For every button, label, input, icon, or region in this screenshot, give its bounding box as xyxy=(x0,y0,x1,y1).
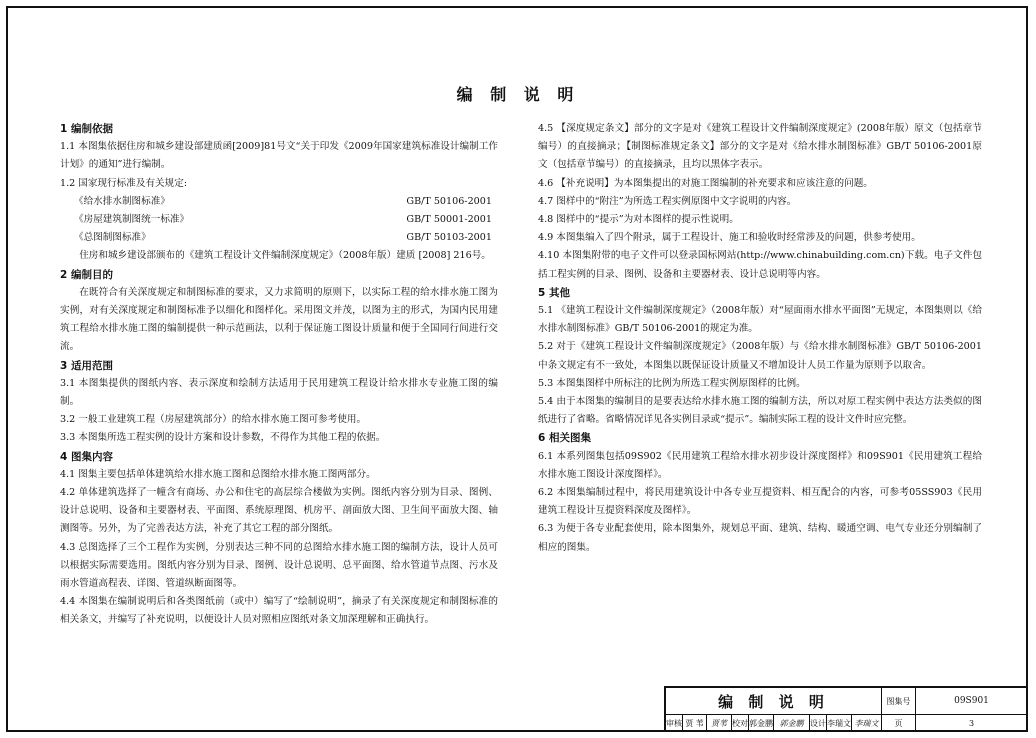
paragraph: 在既符合有关深度规定和制图标准的要求，又力求简明的原则下，以实际工程的给水排水施工图为实例，对有关深度规定和制图标准予以细化和图样化。采用图文并茂，以图为主的形式，为国内民用建筑工程给水排水施工图的编制提供一种示范画法，以利于保证施工图设计质量和便于全国同行间进行交流。 xyxy=(60,286,498,353)
paragraph: 3.2 一般工业建筑工程（房屋建筑部分）的给水排水施工图可参考使用。 xyxy=(60,414,367,426)
atlas-number: 09S901 xyxy=(916,688,1028,715)
standard-row xyxy=(60,193,498,211)
design-signature: 李瑞文 xyxy=(852,715,882,732)
paragraph: 4.5 【深度规定条文】部分的文字是对《建筑工程设计文件编制深度规定》(2008年版）原文（包括章节编号）的直接摘录；【制图标准规定条文】部分的文字是对《给水排水制图标准》GB/T 50106-2001原文（包括章节编号）的直接摘录，且均以黑体字表示。 xyxy=(538,123,982,171)
section-heading: 4 图集内容 xyxy=(60,450,113,463)
standard-name: 《给水排水制图标准》 xyxy=(74,195,170,207)
paragraph: 5.4 由于本图集的编制目的是要表达给水排水施工图的编制方法，所以对原工程实例中表达方法类似的图纸进行了省略。省略情况详见各实例目录或“提示”。编制实际工程的设计文件时应完整。 xyxy=(538,396,982,426)
paragraph: 4.6 【补充说明】为本图集提出的对施工图编制的补充要求和应该注意的问题。 xyxy=(538,177,873,189)
standard-name: 《总图制图标准》 xyxy=(74,232,151,244)
paragraph: 5.2 对于《建筑工程设计文件编制深度规定》（2008年版）与《给水排水制图标准》GB/T 50106-2001中条文规定有不一致处，本图集以既保证设计质量又不增加设计人员工作量为原则予以取舍。 xyxy=(538,341,982,371)
title-block-title: 编 制 说 明 xyxy=(666,688,882,715)
paragraph: 住房和城乡建设部颁布的《建筑工程设计文件编制深度规定》（2008年版）建质 [2008] 216号。 xyxy=(79,250,491,262)
left-column xyxy=(60,120,498,630)
section-heading: 5 其他 xyxy=(538,286,570,299)
paragraph: 1.2 国家现行标准及有关规定: xyxy=(60,177,188,189)
paragraph: 4.9 本图集编入了四个附录，属于工程设计、施工和验收时经常涉及的问题，供参考使用。 xyxy=(538,232,921,244)
paragraph: 6.3 为便于各专业配套使用，除本图集外，规划总平面、建筑、结构、暖通空调、电气专业还分别编制了相应的图集。 xyxy=(538,523,982,553)
atlas-label: 图集号 xyxy=(882,688,916,715)
standard-name: 《房屋建筑制图统一标准》 xyxy=(74,214,190,226)
paragraph: 4.3 总图选择了三个工程作为实例，分别表达三种不同的总图给水排水施工图的编制方法，设计人员可以根据实际需要选用。图纸内容分别为目录、图例、设计总说明、总平面图、给水管道节点图、污水及雨水管道高程表、详图、管道纵断面图等。 xyxy=(60,541,498,590)
review-name: 贾 苇 xyxy=(683,715,707,732)
paragraph: 3.3 本图集所选工程实例的设计方案和设计参数，不得作为其他工程的依据。 xyxy=(60,432,386,444)
standard-code: GB/T 50106-2001 xyxy=(406,195,492,207)
paragraph: 4.8 图样中的“提示”为对本图样的提示性说明。 xyxy=(538,214,739,226)
paragraph: 5.3 本图集图样中所标注的比例为所选工程实例原图样的比例。 xyxy=(538,377,806,389)
review-label: 审核 xyxy=(666,715,683,732)
standard-row xyxy=(60,211,498,229)
paragraph: 6.1 本系列图集包括09S902《民用建筑工程给水排水初步设计深度图样》和09S901《民用建筑工程给水排水施工图设计深度图样》。 xyxy=(538,450,982,480)
paragraph: 1.1 本图集依据住房和城乡建设部建质函[2009]81号文“关于印发《2009年国家建筑标准设计编制工作计划》的通知”进行编制。 xyxy=(60,141,498,171)
page-label: 页 xyxy=(882,715,916,732)
paragraph: 5.1 《建筑工程设计文件编制深度规定》（2008年版）对“屋面雨水排水平面图”无规定，本图集则以《给水排水制图标准》GB/T 50106-2001的规定为准。 xyxy=(538,305,982,335)
section-heading: 1 编制依据 xyxy=(60,123,113,135)
page-number: 3 xyxy=(916,715,1028,732)
check-label: 校对 xyxy=(732,715,749,732)
section-heading: 2 编制目的 xyxy=(60,268,113,281)
standard-code: GB/T 50001-2001 xyxy=(406,214,492,226)
section-heading: 3 适用范围 xyxy=(60,359,113,372)
paragraph: 6.2 本图集编制过程中，将民用建筑设计中各专业互提资料、相互配合的内容，可参考05SS903《民用建筑工程设计互提资料深度及图样》。 xyxy=(538,487,982,517)
right-column xyxy=(538,120,982,557)
title-block xyxy=(664,686,1027,731)
check-name: 郭金鹏 xyxy=(749,715,774,732)
paragraph: 4.10 本图集附带的电子文件可以登录国标网站(http://www.chinabuilding.com.cn)下载。电子文件包括工程实例的目录、图例、设备和主要器材表、设计总说明等内容。 xyxy=(538,250,982,280)
paragraph: 4.2 单体建筑选择了一幢含有商场、办公和住宅的高层综合楼做为实例。图纸内容分别为目录、图例、设计总说明、设备和主要器材表、平面图、系统原理图、机房平、剖面放大图、卫生间平面放大图、轴测图等。另外，为了完善表达方法，补充了其它工程的部分图纸。 xyxy=(60,487,498,535)
design-label: 设计 xyxy=(810,715,827,732)
standard-row xyxy=(60,229,498,247)
section-heading: 6 相关图集 xyxy=(538,432,591,445)
design-name: 李瑞文 xyxy=(827,715,852,732)
review-signature: 贾苇 xyxy=(707,715,732,732)
paragraph: 3.1 本图集提供的图纸内容、表示深度和绘制方法适用于民用建筑工程设计给水排水专业施工图的编制。 xyxy=(60,377,498,408)
page-title: 编 制 说 明 xyxy=(456,85,580,104)
paragraph: 4.1 图集主要包括单体建筑给水排水施工图和总图给水排水施工图两部分。 xyxy=(60,468,376,480)
paragraph: 4.4 本图集在编制说明后和各类图纸前（或中）编写了“绘制说明”，摘录了有关深度规定和制图标准的相关条文，并编写了补充说明，以便设计人员对照相应图纸对条文加深理解和正确执行。 xyxy=(60,596,498,626)
paragraph: 4.7 图样中的“附注”为所选工程实例原图中文字说明的内容。 xyxy=(538,195,797,207)
check-signature: 郭金鹏 xyxy=(774,715,810,732)
standard-code: GB/T 50103-2001 xyxy=(406,232,492,244)
